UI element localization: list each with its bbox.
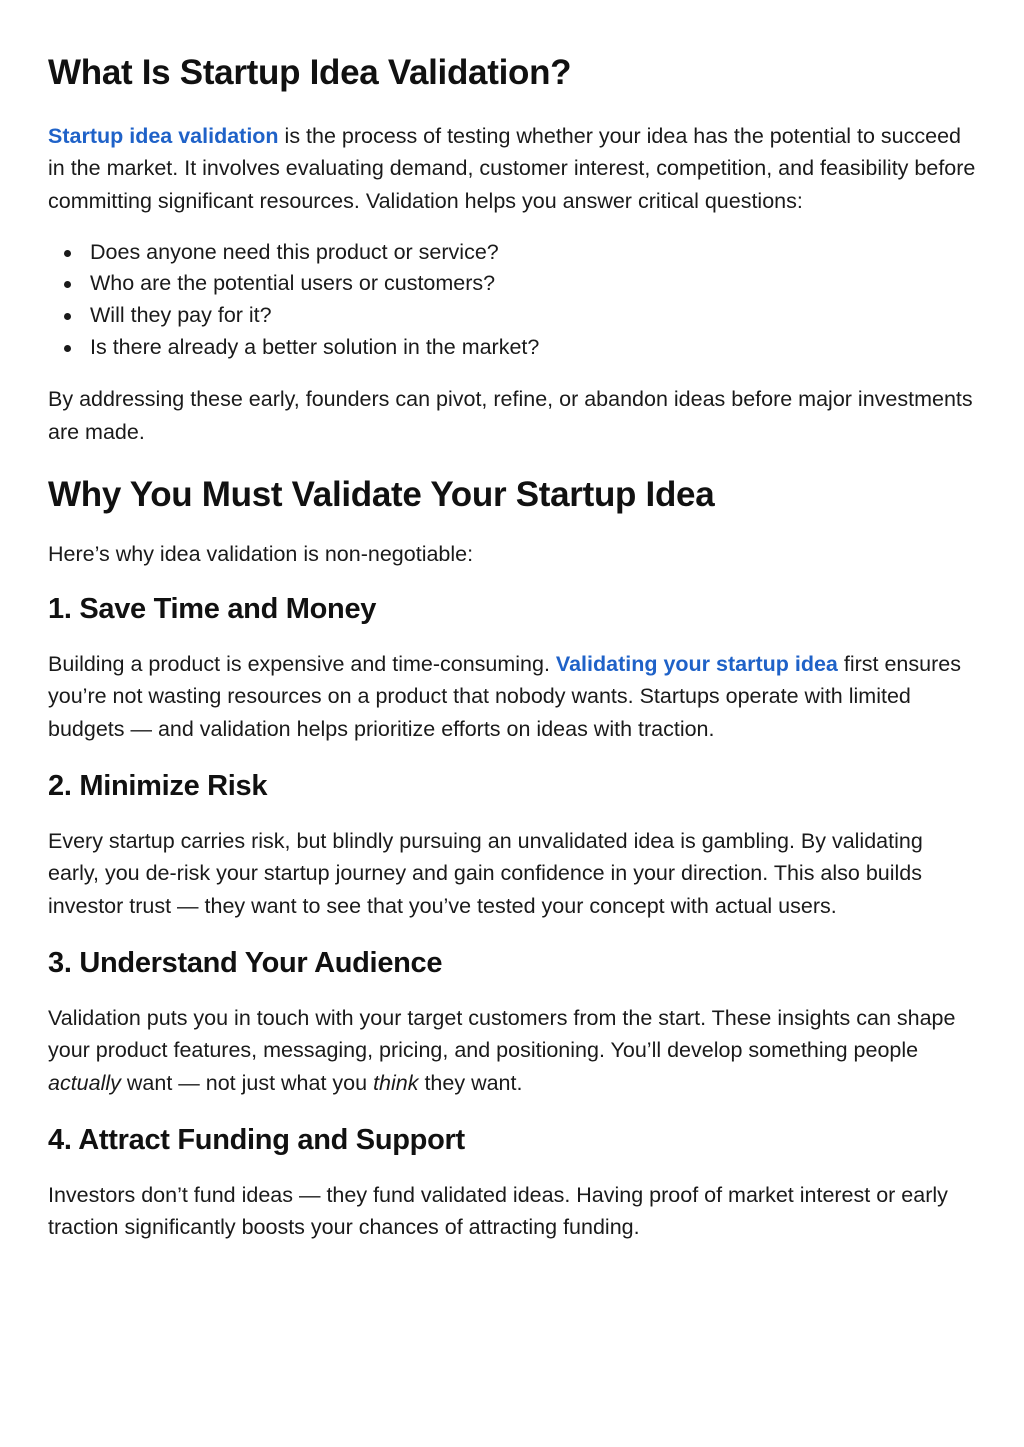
list-item — [48, 268, 976, 300]
list-item — [48, 237, 976, 269]
bullet-icon — [64, 250, 71, 257]
reason-heading-attract-funding: 4. Attract Funding and Support — [48, 1123, 465, 1156]
intro-paragraph — [48, 120, 976, 217]
reason-text: first ensures you’re not wasting resources on a product that nobody wants. Startups operate with limited budgets — and validation helps prioritize efforts on ideas with traction. — [48, 652, 961, 741]
bullet-icon — [64, 281, 71, 288]
bullet-icon — [64, 313, 71, 320]
reason-paragraph-understand-audience — [48, 1002, 976, 1099]
reason-text: they want. — [418, 1070, 523, 1095]
intro-paragraph-text: is the process of testing whether your idea has the potential to succeed in the market. It involves evaluating demand, customer interest, competition, and feasibility before committing significant resources. Validation helps you answer critical questions: — [48, 124, 976, 213]
reason-text: Validation puts you in touch with your target customers from the start. These insights can shape your product features, messaging, pricing, and positioning. You’ll develop something people — [48, 1005, 956, 1063]
reason-heading-minimize-risk: 2. Minimize Risk — [48, 770, 268, 803]
section-heading-what-is: What Is Startup Idea Validation? — [48, 53, 572, 92]
why-intro-paragraph: Here’s why idea validation is non-negotiable: — [48, 541, 474, 566]
bullet-icon — [64, 345, 71, 352]
reason-paragraph-minimize-risk: Every startup carries risk, but blindly pursuing an unvalidated idea is gambling. By validating early, you de-risk your startup journey and gain confidence in your direction. This also builds investor trust — they want to see that you’ve tested your concept with actual users. — [48, 829, 923, 918]
emphasis-think: think — [373, 1070, 419, 1095]
reason-paragraph-attract-funding: Investors don’t fund ideas — they fund validated ideas. Having proof of market interest or early traction significantly boosts your chances of attracting funding. — [48, 1182, 948, 1240]
reason-text: Building a product is expensive and time-consuming. — [48, 652, 556, 677]
reason-heading-save-time: 1. Save Time and Money — [48, 593, 377, 626]
list-item-text: Is there already a better solution in the market? — [90, 334, 540, 359]
list-item — [48, 332, 976, 364]
closing-paragraph: By addressing these early, founders can pivot, refine, or abandon ideas before major investments are made. — [48, 387, 973, 444]
questions-list — [48, 237, 976, 363]
section-heading-why: Why You Must Validate Your Startup Idea — [48, 474, 715, 514]
list-item-text: Who are the potential users or customers? — [90, 271, 496, 296]
reason-heading-understand-audience: 3. Understand Your Audience — [48, 946, 443, 979]
validating-startup-idea-link[interactable]: Validating your startup idea — [555, 652, 838, 677]
list-item — [48, 300, 976, 332]
reason-text: want — not just what you — [120, 1070, 374, 1095]
list-item-text: Will they pay for it? — [90, 303, 272, 328]
list-item-text: Does anyone need this product or service? — [90, 239, 499, 264]
startup-idea-validation-link[interactable]: Startup idea validation — [48, 124, 279, 148]
reason-paragraph-save-time — [48, 648, 976, 745]
emphasis-actually: actually — [48, 1070, 121, 1095]
